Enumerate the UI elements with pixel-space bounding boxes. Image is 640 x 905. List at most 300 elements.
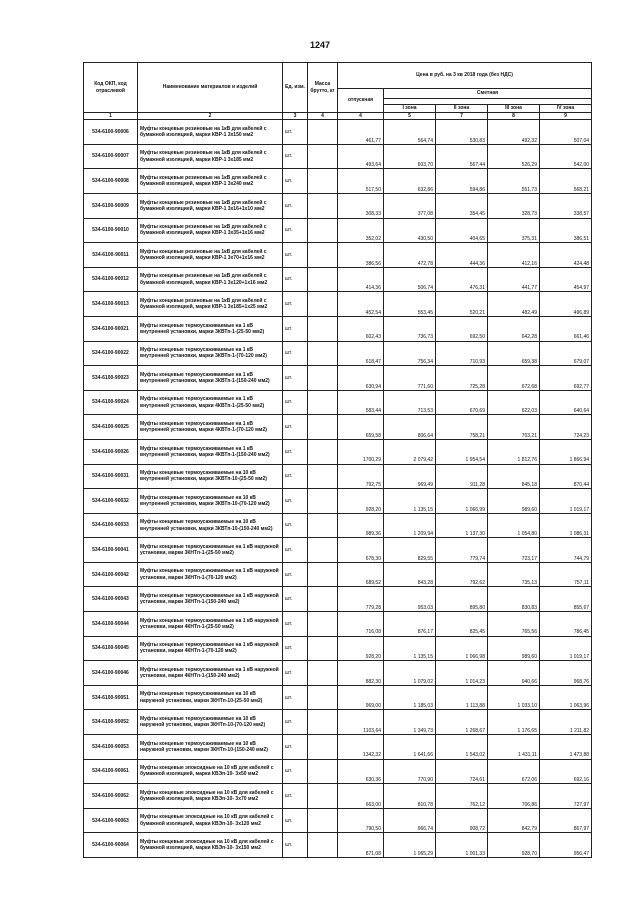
cell-zone-4: 661,46 (540, 316, 592, 341)
cell-zone-1: 771,60 (384, 366, 436, 391)
cell-code: 534-6100-90022 (84, 341, 138, 366)
cell-unit: шт. (283, 513, 308, 538)
cell-name: Муфты концевые термоусаживаемые на 1 кВ наружной установки, марки 4КНТп-1-(25-50 мм2) (138, 612, 283, 637)
cell-mass (308, 661, 338, 686)
cell-zone-3: 642,28 (488, 316, 540, 341)
cell-zone-4: 692,77 (540, 366, 592, 391)
cell-mass (308, 513, 338, 538)
cell-name: Муфты концевые резиновые на 1кВ для кабелей с бумажной изоляцией, марки КВР-1 3х16+1х10 мм2 (138, 193, 283, 218)
cell-name: Муфты концевые эпоксидные на 10 кВ для кабелей с бумажной изоляцией, марки КВЭп-10- 3х150 мм2 (138, 833, 283, 858)
cell-mass (308, 316, 338, 341)
cell-otpusknaya: 871,08 (338, 833, 384, 858)
cell-mass (308, 833, 338, 858)
cell-mass (308, 169, 338, 194)
column-number: 9 (540, 113, 592, 120)
cell-mass (308, 685, 338, 710)
cell-otpusknaya: 792,75 (338, 464, 384, 489)
cell-zone-2: 908,72 (436, 808, 488, 833)
cell-mass (308, 636, 338, 661)
cell-zone-4: 757,11 (540, 562, 592, 587)
cell-zone-4: 956,47 (540, 833, 592, 858)
cell-unit: шт. (283, 759, 308, 784)
cell-unit: шт. (283, 120, 308, 145)
cell-zone-1: 603,70 (384, 144, 436, 169)
cell-name: Муфты концевые термоусаживаемые на 1 кВ внутренней установки, марки 3КВТп-1-(25-50 мм2) (138, 316, 283, 341)
cell-zone-3: 328,73 (488, 193, 540, 218)
cell-unit: шт. (283, 636, 308, 661)
price-table (83, 62, 592, 858)
cell-zone-3: 765,56 (488, 612, 540, 637)
cell-zone-4: 1 211,82 (540, 710, 592, 735)
cell-zone-4: 338,57 (540, 193, 592, 218)
cell-zone-2: 710,93 (436, 341, 488, 366)
cell-mass (308, 415, 338, 440)
cell-otpusknaya: 928,20 (338, 489, 384, 514)
table-row (84, 243, 592, 268)
cell-unit: шт. (283, 144, 308, 169)
cell-name: Муфты концевые резиновые на 1кВ для кабелей с бумажной изоляцией, марки КВР-1 3х185+1х25 мм2 (138, 292, 283, 317)
header-mass: Масса брутто, кг (308, 63, 338, 113)
cell-mass (308, 366, 338, 391)
cell-zone-2: 1 014,23 (436, 661, 488, 686)
table-row (84, 562, 592, 587)
cell-otpusknaya: 989,36 (338, 513, 384, 538)
cell-zone-2: 354,45 (436, 193, 488, 218)
cell-code: 534-6100-90012 (84, 267, 138, 292)
cell-code: 534-6100-90033 (84, 513, 138, 538)
cell-code: 534-6100-90024 (84, 390, 138, 415)
cell-mass (308, 439, 338, 464)
table-row (84, 784, 592, 809)
cell-otpusknaya: 969,00 (338, 685, 384, 710)
cell-zone-1: 843,28 (384, 562, 436, 587)
cell-zone-1: 756,34 (384, 341, 436, 366)
cell-name: Муфты концевые эпоксидные на 10 кВ для кабелей с бумажной изоляцией, марки КВЭп-10- 3х120 мм2 (138, 808, 283, 833)
cell-zone-2: 1 001,33 (436, 833, 488, 858)
cell-unit: шт. (283, 267, 308, 292)
table-row (84, 218, 592, 243)
cell-zone-3: 672,06 (488, 759, 540, 784)
cell-zone-1: 2 079,42 (384, 439, 436, 464)
table-row (84, 366, 592, 391)
table-row (84, 759, 592, 784)
cell-unit: шт. (283, 341, 308, 366)
cell-zone-2: 762,12 (436, 784, 488, 809)
cell-mass (308, 218, 338, 243)
cell-zone-4: 496,89 (540, 292, 592, 317)
table-row (84, 587, 592, 612)
cell-zone-3: 375,31 (488, 218, 540, 243)
column-number: 4 (338, 113, 384, 120)
cell-zone-2: 1 954,54 (436, 439, 488, 464)
cell-zone-3: 989,60 (488, 636, 540, 661)
cell-mass (308, 710, 338, 735)
cell-mass (308, 735, 338, 760)
cell-zone-3: 672,68 (488, 366, 540, 391)
cell-zone-4: 1 473,88 (540, 735, 592, 760)
cell-code: 534-6100-90010 (84, 218, 138, 243)
cell-code: 534-6100-90031 (84, 464, 138, 489)
cell-zone-4: 786,45 (540, 612, 592, 637)
cell-code: 534-6100-90051 (84, 685, 138, 710)
cell-zone-4: 867,97 (540, 808, 592, 833)
header-zone-2: II зона (436, 105, 488, 113)
cell-code: 534-6100-90009 (84, 193, 138, 218)
cell-zone-3: 551,73 (488, 169, 540, 194)
cell-name: Муфты концевые термоусаживаемые на 1 кВ наружной установки, марки 3КНТп-1-(150-240 мм2) (138, 587, 283, 612)
cell-unit: шт. (283, 193, 308, 218)
cell-otpusknaya: 689,52 (338, 562, 384, 587)
cell-zone-2: 567,44 (436, 144, 488, 169)
cell-zone-1: 1 641,66 (384, 735, 436, 760)
cell-code: 534-6100-90044 (84, 612, 138, 637)
cell-zone-1: 1 209,94 (384, 513, 436, 538)
cell-code: 534-6100-90023 (84, 366, 138, 391)
cell-name: Муфты концевые термоусаживаемые на 10 кВ внутренней установки, марки 3КВТп-10-(70-120 мм2) (138, 489, 283, 514)
table-row (84, 144, 592, 169)
cell-mass (308, 120, 338, 145)
cell-zone-3: 845,18 (488, 464, 540, 489)
cell-code: 534-6100-90046 (84, 661, 138, 686)
cell-zone-1: 564,74 (384, 120, 436, 145)
cell-name: Муфты концевые термоусаживаемые на 1 кВ наружной установки, марки 4КНТп-1-(70-120 мм2) (138, 636, 283, 661)
cell-zone-3: 723,17 (488, 538, 540, 563)
cell-zone-2: 779,74 (436, 538, 488, 563)
cell-zone-4: 968,76 (540, 661, 592, 686)
cell-zone-2: 725,28 (436, 366, 488, 391)
cell-zone-3: 842,79 (488, 808, 540, 833)
cell-name: Муфты концевые термоусаживаемые на 1 кВ внутренней установки, марки 4КВТп-1-(25-50 мм2) (138, 390, 283, 415)
cell-otpusknaya: 630,36 (338, 759, 384, 784)
cell-zone-4: 692,16 (540, 759, 592, 784)
cell-otpusknaya: 1342,32 (338, 735, 384, 760)
cell-zone-3: 830,83 (488, 587, 540, 612)
cell-zone-2: 911,28 (436, 464, 488, 489)
cell-name: Муфты концевые термоусаживаемые на 1 кВ наружной установки, марки 3КНТп-1-(70-120 мм2) (138, 562, 283, 587)
cell-code: 534-6100-90053 (84, 735, 138, 760)
cell-name: Муфты концевые термоусаживаемые на 1 кВ наружной установки, марки 3КНТп-1-(25-50 мм2) (138, 538, 283, 563)
cell-name: Муфты концевые термоусаживаемые на 1 кВ внутренней установки, марки 3КВТп-1-(70-120 мм2) (138, 341, 283, 366)
table-row (84, 193, 592, 218)
cell-mass (308, 562, 338, 587)
cell-unit: шт. (283, 489, 308, 514)
table-row (84, 735, 592, 760)
header-zone-3: III зона (488, 105, 540, 113)
cell-zone-3: 1 812,76 (488, 439, 540, 464)
cell-otpusknaya: 602,43 (338, 316, 384, 341)
cell-name: Муфты концевые термоусаживаемые на 1 кВ внутренней установки, марки 4КВТп-1-(70-120 мм2) (138, 415, 283, 440)
cell-unit: шт. (283, 243, 308, 268)
table-row (84, 538, 592, 563)
cell-name: Муфты концевые резиновые на 1кВ для кабелей с бумажной изоляцией, марки КВР-1 3х240 мм2 (138, 169, 283, 194)
cell-code: 534-6100-90011 (84, 243, 138, 268)
table-row (84, 685, 592, 710)
cell-zone-2: 530,83 (436, 120, 488, 145)
cell-zone-2: 692,50 (436, 316, 488, 341)
cell-code: 534-6100-90006 (84, 120, 138, 145)
cell-zone-2: 792,62 (436, 562, 488, 587)
cell-zone-3: 412,16 (488, 243, 540, 268)
cell-zone-1: 829,55 (384, 538, 436, 563)
column-number: 8 (488, 113, 540, 120)
table-row (84, 390, 592, 415)
cell-zone-2: 1 543,02 (436, 735, 488, 760)
cell-zone-1: 713,53 (384, 390, 436, 415)
cell-code: 534-6100-90025 (84, 415, 138, 440)
cell-unit: шт. (283, 366, 308, 391)
cell-unit: шт. (283, 562, 308, 587)
cell-zone-3: 526,29 (488, 144, 540, 169)
cell-mass (308, 808, 338, 833)
cell-unit: шт. (283, 538, 308, 563)
cell-name: Муфты концевые эпоксидные на 10 кВ для кабелей с бумажной изоляцией, марки КВЭп-10- 3х50 мм2 (138, 759, 283, 784)
cell-otpusknaya: 461,77 (338, 120, 384, 145)
cell-mass (308, 538, 338, 563)
cell-unit: шт. (283, 316, 308, 341)
cell-zone-4: 1 019,17 (540, 489, 592, 514)
cell-code: 534-6100-90013 (84, 292, 138, 317)
cell-name: Муфты концевые термоусаживаемые на 1 кВ внутренней установки, марки 4КВТп-1-(150-240 мм2) (138, 439, 283, 464)
header-otpusknaya: отпускная (338, 89, 384, 113)
cell-zone-3: 940,66 (488, 661, 540, 686)
cell-name: Муфты концевые резиновые на 1кВ для кабелей с бумажной изоляцией, марки КВР-1 3х35+1х16 мм2 (138, 218, 283, 243)
cell-mass (308, 759, 338, 784)
cell-otpusknaya: 517,50 (338, 169, 384, 194)
cell-zone-4: 386,51 (540, 218, 592, 243)
cell-zone-3: 1 054,80 (488, 513, 540, 538)
cell-zone-2: 594,86 (436, 169, 488, 194)
header-zone-1: I зона (384, 105, 436, 113)
cell-otpusknaya: 452,54 (338, 292, 384, 317)
cell-zone-1: 553,45 (384, 292, 436, 317)
cell-mass (308, 464, 338, 489)
cell-zone-3: 735,13 (488, 562, 540, 587)
cell-unit: шт. (283, 169, 308, 194)
cell-code: 534-6100-90021 (84, 316, 138, 341)
cell-code: 534-6100-90063 (84, 808, 138, 833)
cell-zone-2: 825,45 (436, 612, 488, 637)
cell-zone-1: 966,74 (384, 808, 436, 833)
cell-zone-4: 507,04 (540, 120, 592, 145)
table-row (84, 267, 592, 292)
cell-otpusknaya: 308,33 (338, 193, 384, 218)
cell-unit: шт. (283, 710, 308, 735)
cell-otpusknaya: 659,58 (338, 415, 384, 440)
cell-zone-1: 1 079,02 (384, 661, 436, 686)
cell-otpusknaya: 779,28 (338, 587, 384, 612)
table-row (84, 710, 592, 735)
cell-otpusknaya: 414,36 (338, 267, 384, 292)
column-number: 2 (138, 113, 283, 120)
cell-name: Муфты концевые термоусаживаемые на 1 кВ внутренней установки, марки 3КВТп-1-(150-240 мм2) (138, 366, 283, 391)
cell-zone-1: 969,49 (384, 464, 436, 489)
cell-zone-3: 1 176,65 (488, 710, 540, 735)
cell-zone-3: 1 033,10 (488, 685, 540, 710)
cell-otpusknaya: 583,44 (338, 390, 384, 415)
cell-zone-4: 640,64 (540, 390, 592, 415)
cell-code: 534-6100-90062 (84, 784, 138, 809)
table-row (84, 341, 592, 366)
cell-name: Муфты концевые резиновые на 1кВ для кабелей с бумажной изоляцией, марки КВР-1 3х120+1х16 мм2 (138, 267, 283, 292)
cell-mass (308, 587, 338, 612)
cell-mass (308, 144, 338, 169)
column-number: 3 (283, 113, 308, 120)
cell-zone-4: 724,23 (540, 415, 592, 440)
cell-code: 534-6100-90041 (84, 538, 138, 563)
cell-code: 534-6100-90008 (84, 169, 138, 194)
cell-name: Муфты концевые термоусаживаемые на 10 кВ внутренней установки, марки 3КВТп-10-(150-240 мм2) (138, 513, 283, 538)
column-number: 1 (84, 113, 138, 120)
cell-otpusknaya: 928,20 (338, 636, 384, 661)
cell-otpusknaya: 716,08 (338, 612, 384, 637)
cell-otpusknaya: 493,64 (338, 144, 384, 169)
cell-zone-2: 444,36 (436, 243, 488, 268)
table-row (84, 661, 592, 686)
cell-zone-2: 724,61 (436, 759, 488, 784)
cell-unit: шт. (283, 612, 308, 637)
cell-zone-1: 876,17 (384, 612, 436, 637)
table-row (84, 513, 592, 538)
page-number: 1247 (309, 40, 331, 50)
cell-zone-4: 542,00 (540, 144, 592, 169)
cell-zone-1: 430,50 (384, 218, 436, 243)
cell-zone-1: 806,64 (384, 415, 436, 440)
table-row (84, 316, 592, 341)
cell-mass (308, 292, 338, 317)
cell-unit: шт. (283, 292, 308, 317)
header-zone-4: IV зона (540, 105, 592, 113)
cell-zone-4: 679,07 (540, 341, 592, 366)
table-row (84, 612, 592, 637)
cell-otpusknaya: 663,00 (338, 784, 384, 809)
column-number: 4 (308, 113, 338, 120)
cell-zone-1: 810,78 (384, 784, 436, 809)
cell-zone-1: 377,08 (384, 193, 436, 218)
cell-zone-2: 1 137,30 (436, 513, 488, 538)
cell-mass (308, 341, 338, 366)
cell-name: Муфты концевые резиновые на 1кВ для кабелей с бумажной изоляцией, марки КВР-1 3х185 мм2 (138, 144, 283, 169)
cell-zone-4: 1 019,17 (540, 636, 592, 661)
cell-zone-4: 727,97 (540, 784, 592, 809)
cell-zone-1: 1 135,15 (384, 489, 436, 514)
cell-zone-1: 506,74 (384, 267, 436, 292)
cell-code: 534-6100-90045 (84, 636, 138, 661)
header-name: Наименование материалов и изделий (138, 63, 283, 113)
cell-zone-1: 770,90 (384, 759, 436, 784)
header-price: Цена в руб. на 3 кв 2018 года (без НДС) (338, 63, 592, 89)
cell-unit: шт. (283, 661, 308, 686)
cell-code: 534-6100-90043 (84, 587, 138, 612)
table-row (84, 808, 592, 833)
cell-name: Муфты концевые термоусаживаемые на 10 кВ внутренней установки, марки 3КВТп-10-(25-50 мм2) (138, 464, 283, 489)
cell-mass (308, 267, 338, 292)
cell-zone-2: 758,21 (436, 415, 488, 440)
cell-unit: шт. (283, 415, 308, 440)
cell-zone-3: 482,49 (488, 292, 540, 317)
cell-mass (308, 784, 338, 809)
cell-code: 534-6100-90061 (84, 759, 138, 784)
header-smetnaya: Сметная (384, 89, 592, 99)
cell-zone-2: 520,21 (436, 292, 488, 317)
cell-mass (308, 489, 338, 514)
cell-zone-2: 1 113,88 (436, 685, 488, 710)
cell-zone-1: 736,73 (384, 316, 436, 341)
cell-zone-3: 928,70 (488, 833, 540, 858)
cell-name: Муфты концевые эпоксидные на 10 кВ для кабелей с бумажной изоляцией, марки КВЭп-10- 3х70 мм2 (138, 784, 283, 809)
cell-zone-4: 1 063,96 (540, 685, 592, 710)
cell-zone-3: 706,86 (488, 784, 540, 809)
cell-name: Муфты концевые резиновые на 1кВ для кабелей с бумажной изоляцией, марки КВР-1 3х70+1х16 мм2 (138, 243, 283, 268)
cell-otpusknaya: 386,56 (338, 243, 384, 268)
cell-name: Муфты концевые термоусаживаемые на 10 кВ наружной установки, марки 3КНТп-10-(70-120 мм2) (138, 710, 283, 735)
column-number: 5 (384, 113, 436, 120)
cell-unit: шт. (283, 464, 308, 489)
cell-unit: шт. (283, 587, 308, 612)
table-row (84, 120, 592, 145)
cell-otpusknaya: 618,47 (338, 341, 384, 366)
cell-unit: шт. (283, 784, 308, 809)
cell-name: Муфты концевые термоусаживаемые на 10 кВ наружной установки, марки 3КНТп-10-(150-240 мм2) (138, 735, 283, 760)
cell-otpusknaya: 352,02 (338, 218, 384, 243)
cell-zone-3: 622,03 (488, 390, 540, 415)
cell-unit: шт. (283, 390, 308, 415)
cell-name: Муфты концевые термоусаживаемые на 1 кВ наружной установки, марки 4КНТп-1-(150-240 мм2) (138, 661, 283, 686)
cell-code: 534-6100-90042 (84, 562, 138, 587)
cell-otpusknaya: 630,94 (338, 366, 384, 391)
cell-zone-4: 744,79 (540, 538, 592, 563)
cell-zone-2: 895,80 (436, 587, 488, 612)
cell-unit: шт. (283, 833, 308, 858)
table-row (84, 833, 592, 858)
cell-mass (308, 243, 338, 268)
cell-unit: шт. (283, 685, 308, 710)
table-body (84, 120, 592, 858)
column-number: 7 (436, 113, 488, 120)
cell-zone-4: 855,67 (540, 587, 592, 612)
cell-name: Муфты концевые термоусаживаемые на 10 кВ наружной установки, марки 3КНТп-10-(25-50 мм2) (138, 685, 283, 710)
cell-code: 534-6100-90007 (84, 144, 138, 169)
cell-zone-1: 1 065,29 (384, 833, 436, 858)
cell-zone-4: 1 086,31 (540, 513, 592, 538)
cell-zone-3: 989,60 (488, 489, 540, 514)
cell-zone-2: 1 066,99 (436, 489, 488, 514)
header-unit: Ед. изм. (283, 63, 308, 113)
cell-zone-4: 424,48 (540, 243, 592, 268)
cell-zone-2: 1 268,67 (436, 710, 488, 735)
cell-code: 534-6100-90064 (84, 833, 138, 858)
cell-zone-4: 1 866,94 (540, 439, 592, 464)
cell-unit: шт. (283, 439, 308, 464)
cell-zone-2: 1 066,98 (436, 636, 488, 661)
cell-zone-3: 659,38 (488, 341, 540, 366)
cell-otpusknaya: 1103,64 (338, 710, 384, 735)
table-row (84, 169, 592, 194)
cell-unit: шт. (283, 808, 308, 833)
cell-name: Муфты концевые резиновые на 1кВ для кабелей с бумажной изоляцией, марки КВР-1 3х150 мм2 (138, 120, 283, 145)
cell-unit: шт. (283, 218, 308, 243)
cell-zone-4: 454,97 (540, 267, 592, 292)
table-row (84, 464, 592, 489)
cell-code: 534-6100-90032 (84, 489, 138, 514)
cell-mass (308, 390, 338, 415)
cell-zone-1: 1 185,03 (384, 685, 436, 710)
cell-otpusknaya: 790,50 (338, 808, 384, 833)
cell-zone-3: 492,32 (488, 120, 540, 145)
cell-zone-1: 953,03 (384, 587, 436, 612)
cell-zone-2: 670,69 (436, 390, 488, 415)
table-row (84, 636, 592, 661)
cell-otpusknaya: 678,30 (338, 538, 384, 563)
